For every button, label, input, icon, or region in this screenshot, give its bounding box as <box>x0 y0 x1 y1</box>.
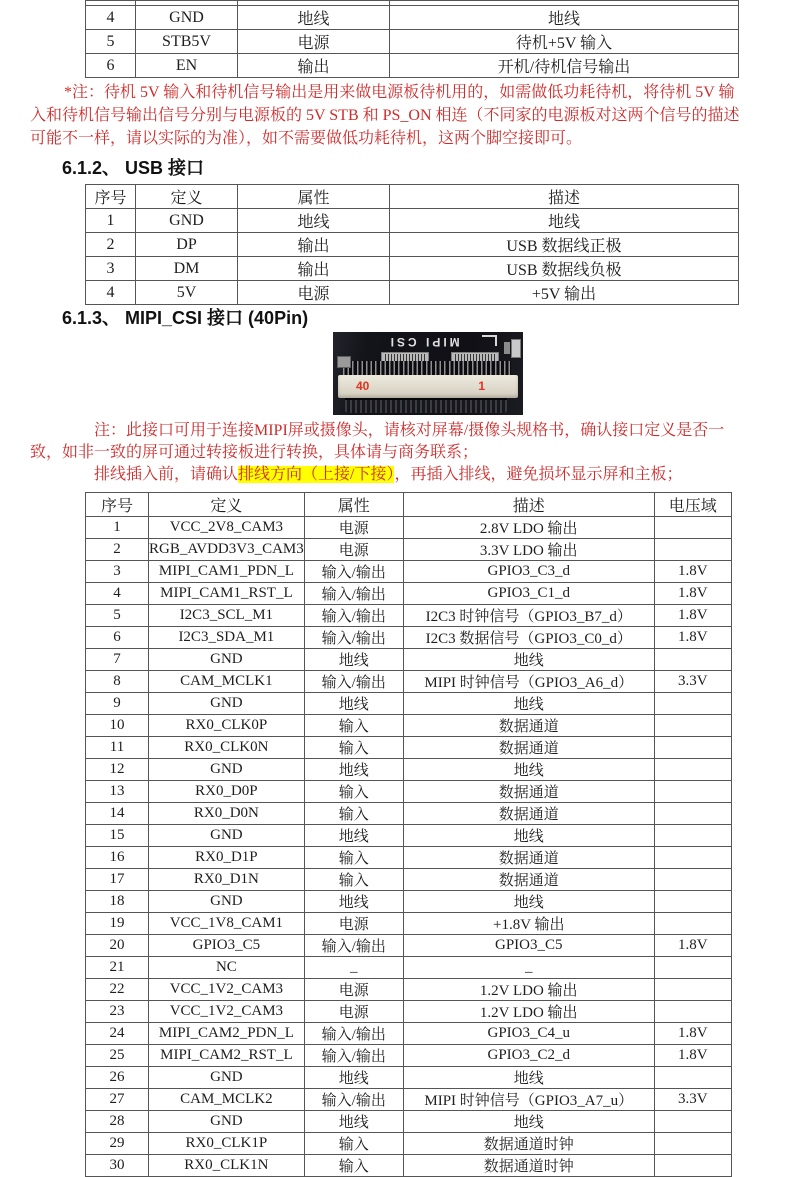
table-cell: 20 <box>86 935 149 957</box>
table-cell: GND <box>149 759 305 781</box>
table-cell: 1.8V <box>654 583 731 605</box>
table-row <box>86 891 732 913</box>
table-cell: 3.3V <box>654 671 731 693</box>
table-cell: 1.8V <box>654 935 731 957</box>
table-cell: VCC_2V8_CAM3 <box>149 517 305 539</box>
table-cell: 13 <box>86 781 149 803</box>
table-cell: _ <box>304 957 403 979</box>
silkscreen-mark <box>482 335 497 346</box>
highlighted-text: 排线方向（上接/下接） <box>238 466 395 483</box>
table-cell: 地线 <box>403 1111 654 1133</box>
table-cell: 26 <box>86 1067 149 1089</box>
header-row <box>86 493 732 517</box>
column-header: 电压域 <box>654 493 731 517</box>
table-cell: 输入/输出 <box>304 1023 403 1045</box>
table-cell: RX0_D0N <box>149 803 305 825</box>
table-cell: 输出 <box>238 54 390 78</box>
table-cell: 地线 <box>403 759 654 781</box>
table-cell: 地线 <box>304 649 403 671</box>
table-cell: 6 <box>86 627 149 649</box>
table-cell: GND <box>149 1067 305 1089</box>
table-row <box>86 649 732 671</box>
table-cell: GPIO3_C1_d <box>403 583 654 605</box>
connector-body <box>338 375 518 398</box>
table-cell: 2 <box>86 539 149 561</box>
table-cell: GND <box>149 1111 305 1133</box>
silkscreen-text: MIPI CSI <box>387 335 460 349</box>
table-cell: DM <box>136 257 238 281</box>
table-cell: 30 <box>86 1155 149 1177</box>
table-cell: CAM_MCLK2 <box>149 1089 305 1111</box>
table-cell: 地线 <box>304 759 403 781</box>
table-cell: GPIO3_C4_u <box>403 1023 654 1045</box>
table-cell: 地线 <box>238 209 390 233</box>
note-text: 排线插入前，请确认 <box>94 466 239 483</box>
table-cell: I2C3 时钟信号（GPIO3_B7_d） <box>403 605 654 627</box>
column-header: 描述 <box>390 185 739 209</box>
table-cell: 地线 <box>304 693 403 715</box>
table-cell: 5 <box>86 30 136 54</box>
table-cell <box>654 1133 731 1155</box>
table-row <box>86 693 732 715</box>
table-cell: 1.8V <box>654 1023 731 1045</box>
table-cell: 8 <box>86 671 149 693</box>
table-cell <box>654 539 731 561</box>
table-cell: CAM_MCLK1 <box>149 671 305 693</box>
connector-pins <box>343 361 511 375</box>
table-cell: 电源 <box>304 979 403 1001</box>
table-cell: 19 <box>86 913 149 935</box>
table-cell: +5V 输出 <box>390 281 739 305</box>
column-header: 属性 <box>238 185 390 209</box>
table-row <box>86 257 739 281</box>
table-cell: 输入 <box>304 1155 403 1177</box>
table-cell: RX0_CLK0N <box>149 737 305 759</box>
table-cell: RX0_D1N <box>149 869 305 891</box>
table-cell: 地线 <box>403 891 654 913</box>
table-cell: 1.8V <box>654 605 731 627</box>
table-cell: I2C3 数据信号（GPIO3_C0_d） <box>403 627 654 649</box>
table-row <box>86 715 732 737</box>
table-row <box>86 781 732 803</box>
table-cell: 25 <box>86 1045 149 1067</box>
smd-component <box>504 342 510 354</box>
table-cell: 地线 <box>238 6 390 30</box>
table-cell: 输入 <box>304 737 403 759</box>
table-cell: USB 数据线负极 <box>390 257 739 281</box>
table-cell: 3.3V <box>654 1089 731 1111</box>
table-cell: GND <box>149 649 305 671</box>
mipi-csi-connector-photo <box>333 332 523 415</box>
table-cell: RX0_D0P <box>149 781 305 803</box>
table-cell: 3 <box>86 257 136 281</box>
table-cell: 数据通道时钟 <box>403 1155 654 1177</box>
table-cell: 数据通道 <box>403 781 654 803</box>
table-cell <box>654 693 731 715</box>
table-row <box>86 1067 732 1089</box>
note-line: *注：待机 5V 输入和待机信号输出是用来做电源板待机用的，如需做低功耗待机，将待机 5V 输 <box>64 84 735 101</box>
table-cell: RX0_CLK0P <box>149 715 305 737</box>
note-text: ，再插入排线，避免损坏显示屏和主板； <box>394 466 683 483</box>
table-cell: 7 <box>86 649 149 671</box>
table-row <box>86 539 732 561</box>
column-header: 定义 <box>149 493 305 517</box>
table-cell: MIPI 时钟信号（GPIO3_A7_u） <box>403 1089 654 1111</box>
table-cell: MIPI_CAM1_RST_L <box>149 583 305 605</box>
table-cell: GND <box>136 209 238 233</box>
table-cell: MIPI 时钟信号（GPIO3_A6_d） <box>403 671 654 693</box>
table-cell <box>654 825 731 847</box>
table-cell: 4 <box>86 6 136 30</box>
table-cell: RX0_CLK1N <box>149 1155 305 1177</box>
table-cell <box>654 891 731 913</box>
table-cell: 输入/输出 <box>304 605 403 627</box>
table-row <box>86 847 732 869</box>
table-row <box>86 671 732 693</box>
table-cell: 14 <box>86 803 149 825</box>
table-cell: 1.2V LDO 输出 <box>403 1001 654 1023</box>
table-row <box>86 1045 732 1067</box>
table-cell: 3 <box>86 561 149 583</box>
table-row <box>86 869 732 891</box>
table-cell: 电源 <box>304 1001 403 1023</box>
table-cell: 输入/输出 <box>304 671 403 693</box>
table-cell: GPIO3_C3_d <box>403 561 654 583</box>
table-cell: 输入 <box>304 781 403 803</box>
table-row <box>86 913 732 935</box>
table-cell: 数据通道 <box>403 869 654 891</box>
connector-latch <box>345 398 507 413</box>
table-cell <box>654 759 731 781</box>
table-cell: 11 <box>86 737 149 759</box>
table-cell: 2 <box>86 233 136 257</box>
table-cell: 输入 <box>304 869 403 891</box>
table-row <box>86 605 732 627</box>
table-cell <box>654 1111 731 1133</box>
table-cell: 5 <box>86 605 149 627</box>
table-cell: 电源 <box>238 30 390 54</box>
table-row <box>86 561 732 583</box>
section-heading-mipi: 6.1.3、 MIPI_CSI 接口 (40Pin) <box>62 308 309 328</box>
table-cell: 1 <box>86 209 136 233</box>
table-row <box>86 583 732 605</box>
table-row <box>86 737 732 759</box>
smd-component <box>337 356 351 368</box>
pin-40-label: 40 <box>356 379 370 393</box>
table-cell: 18 <box>86 891 149 913</box>
header-row <box>86 185 739 209</box>
table-cell: VCC_1V2_CAM3 <box>149 1001 305 1023</box>
table-cell: +1.8V 输出 <box>403 913 654 935</box>
note-line: 可能不一样，请以实际的为准），如不需要做低功耗待机，这两个脚空接即可。 <box>30 130 583 147</box>
table-cell: 地线 <box>390 6 739 30</box>
table-cell: GND <box>149 891 305 913</box>
table-cell: 输出 <box>238 257 390 281</box>
table-cell: 输入/输出 <box>304 935 403 957</box>
table-cell: 电源 <box>304 517 403 539</box>
table-cell: 数据通道 <box>403 715 654 737</box>
mipi-csi-pin-table <box>85 492 732 1177</box>
table-cell: GND <box>149 825 305 847</box>
column-header: 序号 <box>86 493 149 517</box>
note-line: 入和待机信号输出信号分别与电源板的 5V STB 和 PS_ON 相连（不同家的电源板对这两个信号的描述 <box>30 107 740 124</box>
table-cell: GPIO3_C5 <box>403 935 654 957</box>
table-cell: 27 <box>86 1089 149 1111</box>
table-cell: 2.8V LDO 输出 <box>403 517 654 539</box>
pin-1-label: 1 <box>478 379 485 393</box>
table-row <box>86 209 739 233</box>
table-row <box>86 1023 732 1045</box>
table-cell: 17 <box>86 869 149 891</box>
table-cell: 输入 <box>304 803 403 825</box>
table-cell <box>654 847 731 869</box>
table-cell: 1.8V <box>654 1045 731 1067</box>
table-cell: 1 <box>86 517 149 539</box>
table-cell: 地线 <box>403 649 654 671</box>
table-cell: NC <box>149 957 305 979</box>
mipi-connector-note <box>30 420 763 486</box>
smd-component <box>511 339 521 358</box>
table-cell: 数据通道时钟 <box>403 1133 654 1155</box>
table-row <box>86 1001 732 1023</box>
table-cell: 29 <box>86 1133 149 1155</box>
table-cell <box>654 1067 731 1089</box>
column-header: 序号 <box>86 185 136 209</box>
column-header: 属性 <box>304 493 403 517</box>
table-cell: 10 <box>86 715 149 737</box>
table-cell: 1.8V <box>654 627 731 649</box>
table-cell: GND <box>136 6 238 30</box>
table-cell <box>654 517 731 539</box>
table-cell <box>654 1155 731 1177</box>
table-row <box>86 54 739 78</box>
table-row <box>86 1133 732 1155</box>
table-cell: VCC_1V2_CAM3 <box>149 979 305 1001</box>
table-cell: STB5V <box>136 30 238 54</box>
table-cell <box>654 649 731 671</box>
table-cell: RX0_D1P <box>149 847 305 869</box>
table-cell: 输入/输出 <box>304 1045 403 1067</box>
table-row <box>86 1089 732 1111</box>
table-cell: 16 <box>86 847 149 869</box>
table-cell <box>654 737 731 759</box>
table-cell: RX0_CLK1P <box>149 1133 305 1155</box>
table-cell: 4 <box>86 583 149 605</box>
note-line: 致，如非一致的屏可通过转接板进行转换，具体请与商务联系； <box>30 444 479 461</box>
table-row <box>86 1111 732 1133</box>
table-cell <box>654 715 731 737</box>
table-cell: 输入/输出 <box>304 627 403 649</box>
table-cell: 电源 <box>304 539 403 561</box>
table-cell: 地线 <box>304 1067 403 1089</box>
table-cell: 输入/输出 <box>304 1089 403 1111</box>
table-row <box>86 759 732 781</box>
table-cell <box>654 979 731 1001</box>
note-line: 注：此接口可用于连接MIPI屏或摄像头，请核对屏幕/摄像头规格书，确认接口定义是否一 <box>94 422 725 439</box>
table-cell: I2C3_SDA_M1 <box>149 627 305 649</box>
table-row <box>86 281 739 305</box>
table-row <box>86 979 732 1001</box>
table-cell <box>654 869 731 891</box>
table-cell <box>654 957 731 979</box>
table-cell <box>654 1001 731 1023</box>
table-cell: RGB_AVDD3V3_CAM3 <box>149 539 305 561</box>
table-cell: GPIO3_C5 <box>149 935 305 957</box>
table-cell: 输出 <box>238 233 390 257</box>
table-cell: USB 数据线正极 <box>390 233 739 257</box>
table-cell: 输入/输出 <box>304 583 403 605</box>
table-cell: 24 <box>86 1023 149 1045</box>
table-cell: MIPI_CAM1_PDN_L <box>149 561 305 583</box>
table-cell: 地线 <box>304 1111 403 1133</box>
table-cell: 1.8V <box>654 561 731 583</box>
table-cell: 12 <box>86 759 149 781</box>
table-cell: GND <box>149 693 305 715</box>
power-pin-table <box>85 0 739 78</box>
table-cell: 5V <box>136 281 238 305</box>
section-heading-usb: 6.1.2、 USB 接口 <box>62 158 205 178</box>
table-row <box>86 803 732 825</box>
table-cell: EN <box>136 54 238 78</box>
table-cell: _ <box>403 957 654 979</box>
table-cell: 15 <box>86 825 149 847</box>
table-cell <box>654 913 731 935</box>
table-cell: GPIO3_C2_d <box>403 1045 654 1067</box>
column-header: 描述 <box>403 493 654 517</box>
table-cell: 数据通道 <box>403 737 654 759</box>
usb-pin-table <box>85 184 739 305</box>
table-cell: 1.2V LDO 输出 <box>403 979 654 1001</box>
table-row <box>86 6 739 30</box>
table-cell: MIPI_CAM2_PDN_L <box>149 1023 305 1045</box>
column-header: 定义 <box>136 185 238 209</box>
table-cell: 23 <box>86 1001 149 1023</box>
table-cell: 4 <box>86 281 136 305</box>
table-cell: I2C3_SCL_M1 <box>149 605 305 627</box>
table-cell: 电源 <box>238 281 390 305</box>
table-cell: 电源 <box>304 913 403 935</box>
table-cell: 数据通道 <box>403 847 654 869</box>
table-cell <box>654 803 731 825</box>
table-cell: 开机/待机信号输出 <box>390 54 739 78</box>
table-cell: 21 <box>86 957 149 979</box>
table-cell: 9 <box>86 693 149 715</box>
table-cell: DP <box>136 233 238 257</box>
power-standby-note <box>30 81 763 150</box>
table-row <box>86 935 732 957</box>
table-cell: 输入/输出 <box>304 561 403 583</box>
table-row <box>86 517 732 539</box>
table-cell: 地线 <box>304 891 403 913</box>
table-row <box>86 825 732 847</box>
table-cell <box>654 781 731 803</box>
table-cell: 地线 <box>403 825 654 847</box>
table-cell: 地线 <box>403 1067 654 1089</box>
table-row <box>86 233 739 257</box>
table-row <box>86 957 732 979</box>
table-row <box>86 30 739 54</box>
table-cell: MIPI_CAM2_RST_L <box>149 1045 305 1067</box>
table-cell: 22 <box>86 979 149 1001</box>
table-cell: 输入 <box>304 1133 403 1155</box>
table-cell: 地线 <box>403 693 654 715</box>
table-cell: 地线 <box>390 209 739 233</box>
table-row <box>86 1155 732 1177</box>
table-cell: 输入 <box>304 715 403 737</box>
table-cell: 6 <box>86 54 136 78</box>
table-cell: VCC_1V8_CAM1 <box>149 913 305 935</box>
table-row <box>86 627 732 649</box>
table-cell: 待机+5V 输入 <box>390 30 739 54</box>
table-cell: 地线 <box>304 825 403 847</box>
table-cell: 数据通道 <box>403 803 654 825</box>
table-cell: 28 <box>86 1111 149 1133</box>
note-line <box>30 464 763 486</box>
table-cell: 3.3V LDO 输出 <box>403 539 654 561</box>
table-cell: 输入 <box>304 847 403 869</box>
